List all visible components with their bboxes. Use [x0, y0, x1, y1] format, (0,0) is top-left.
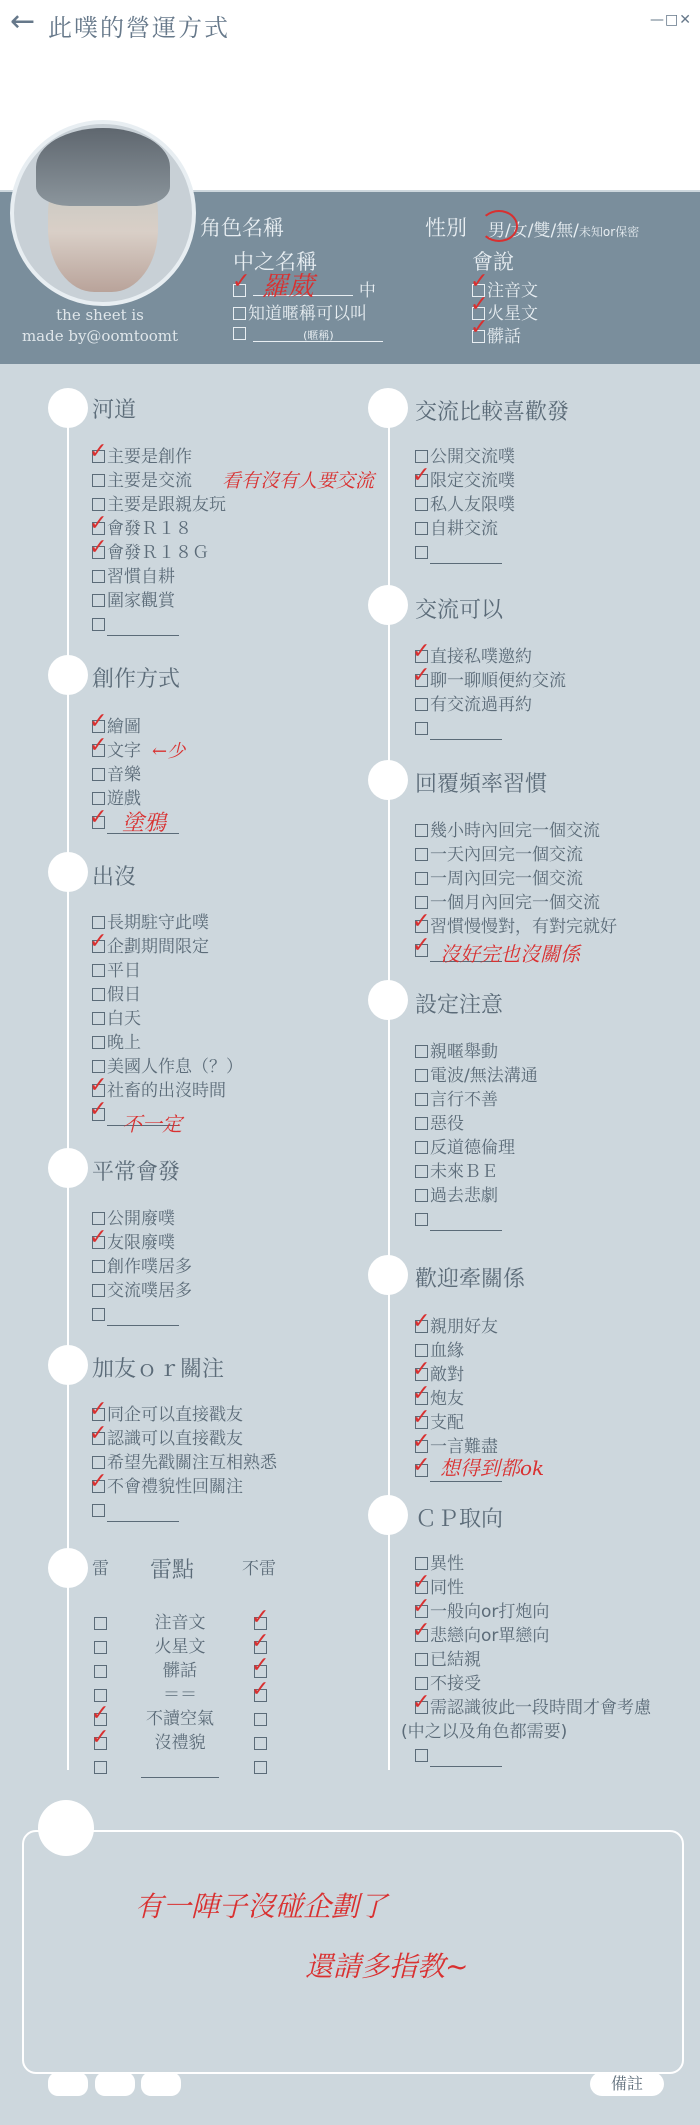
note-reply: 沒好完也沒關係	[440, 942, 580, 966]
gender-unknown: 未知or保密	[578, 225, 640, 239]
checklist-item	[415, 518, 498, 540]
checkbox[interactable]	[415, 498, 428, 511]
checkbox[interactable]	[415, 1344, 428, 1357]
checklist-item	[415, 1185, 498, 1207]
avatar	[10, 120, 196, 306]
red-checkmark-icon: ✓	[412, 1357, 431, 1382]
checklist-item	[415, 868, 583, 890]
checklist-item	[92, 764, 141, 786]
item-label: (中之以及角色都需要)	[401, 1722, 568, 1742]
item-label: 電波/無法溝通	[430, 1066, 538, 1086]
red-checkmark-icon: ✓	[89, 439, 108, 464]
checklist-item	[415, 1113, 464, 1135]
checklist-item	[92, 1304, 179, 1326]
thunder-right-label: 不雷	[242, 1559, 276, 1579]
memo-line-2: 還請多指教~	[305, 1950, 469, 1983]
red-checkmark-icon: ✓	[89, 929, 108, 954]
checkbox[interactable]	[254, 1761, 267, 1774]
checklist-item	[415, 446, 515, 468]
pill-button[interactable]	[141, 2072, 181, 2096]
item-label: 異性	[430, 1554, 464, 1574]
item-label: 惡役	[430, 1114, 464, 1134]
note-less: ←少	[152, 741, 186, 762]
section-dot	[368, 388, 408, 428]
item-label: 認識可以直接戳友	[107, 1429, 243, 1449]
item-label: 白天	[107, 1009, 141, 1029]
item-label: 過去悲劇	[430, 1186, 498, 1206]
section-dot	[48, 1548, 88, 1588]
item-label: 音樂	[107, 765, 141, 785]
cn-nick-blank-row	[233, 324, 383, 344]
thunder-item: 火星文	[154, 1637, 206, 1657]
item-label: 血緣	[430, 1341, 464, 1361]
item-label: 文字	[107, 741, 141, 761]
red-checkmark-icon: ✓	[412, 909, 431, 934]
checkbox[interactable]	[415, 1141, 428, 1154]
section-dot	[368, 585, 408, 625]
checkbox[interactable]	[92, 570, 105, 583]
thunder-item: 沒禮貌	[154, 1733, 206, 1753]
section-dot	[48, 1345, 88, 1385]
item-label: 習慣自耕	[107, 567, 175, 587]
item-label: 主要是交流	[107, 471, 192, 491]
checkbox[interactable]	[92, 498, 105, 511]
cn-nick-row	[233, 299, 367, 324]
item-label	[107, 620, 179, 636]
item-label: 幾小時內回完一個交流	[430, 821, 600, 841]
checkbox[interactable]	[415, 450, 428, 463]
checklist-item	[415, 1209, 502, 1231]
red-checkmark-icon: ✓	[89, 1097, 108, 1122]
item-label: 反道德倫理	[430, 1138, 515, 1158]
checklist-item	[92, 1256, 192, 1278]
checklist-item	[415, 1041, 498, 1063]
checkbox[interactable]	[415, 896, 428, 909]
checkbox[interactable]	[254, 1713, 267, 1726]
item-label: 親暱舉動	[430, 1042, 498, 1062]
checkbox[interactable]	[94, 1617, 107, 1630]
checklist-item	[415, 494, 515, 516]
red-checkmark-icon: ✓	[251, 1653, 270, 1678]
item-label	[107, 1310, 179, 1326]
section-title: ＣＰ取向	[415, 1507, 504, 1532]
red-checkmark-icon: ✓	[470, 315, 489, 340]
section-dot	[368, 760, 408, 800]
checkbox[interactable]	[92, 1012, 105, 1025]
gender-circle-mark	[480, 210, 518, 242]
blank-line	[141, 1762, 219, 1778]
item-label: 一個月內回完一個交流	[430, 893, 600, 913]
item-label: 未來ＢＥ	[430, 1162, 498, 1182]
checkbox[interactable]	[92, 474, 105, 487]
item-label: 不接受	[430, 1674, 481, 1694]
checklist-item	[92, 1428, 243, 1450]
checklist-item	[92, 960, 141, 982]
item-label: 一天內回完一個交流	[430, 845, 583, 865]
item-label: 一言難盡	[430, 1437, 498, 1457]
checkbox[interactable]	[415, 1557, 428, 1570]
speak-item-label: 髒話	[487, 327, 521, 347]
item-label: 圍家觀賞	[107, 591, 175, 611]
item-label	[430, 724, 502, 740]
red-checkmark-icon: ✓	[89, 709, 108, 734]
red-checkmark-icon: ✓	[89, 511, 108, 536]
item-label: 自耕交流	[430, 519, 498, 539]
thunder-item: 髒話	[163, 1661, 197, 1681]
red-checkmark-icon: ✓	[251, 1629, 270, 1654]
credit-line-1: the sheet is	[56, 306, 144, 324]
pill-button[interactable]	[48, 2072, 88, 2096]
section-title: 創作方式	[92, 667, 181, 692]
red-checkmark-icon: ✓	[91, 1701, 110, 1726]
item-label: 一般向or打炮向	[430, 1602, 550, 1622]
section-dot	[368, 1255, 408, 1295]
item-label: 有交流過再約	[430, 695, 532, 715]
red-checkmark-icon: ✓	[89, 805, 108, 830]
gender-label: 性別	[425, 216, 467, 240]
red-checkmark-icon: ✓	[89, 733, 108, 758]
checkbox[interactable]	[415, 722, 428, 735]
checklist-item	[415, 1089, 498, 1111]
thunder-item: ＝＝	[163, 1685, 197, 1705]
item-label: 企劃期間限定	[107, 937, 209, 957]
checklist-item	[92, 1008, 141, 1030]
item-label: 假日	[107, 985, 141, 1005]
section-title: 平常會發	[92, 1160, 181, 1185]
item-label: 習慣慢慢對，有對完就好	[430, 917, 617, 937]
item-label	[430, 548, 502, 564]
checkbox[interactable]	[92, 1036, 105, 1049]
section-dot	[48, 1148, 88, 1188]
item-label: 希望先戳關注互相熟悉	[107, 1453, 277, 1473]
checklist-item	[415, 1065, 538, 1087]
red-checkmark-icon: ✓	[412, 933, 431, 958]
checklist-item	[92, 912, 209, 934]
checklist-item	[415, 694, 532, 716]
memo-line-1: 有一陣子沒碰企劃了	[135, 1890, 388, 1923]
checkbox[interactable]	[415, 1189, 428, 1202]
checkbox[interactable]	[94, 1665, 107, 1678]
checklist-item	[92, 1280, 192, 1302]
back-arrow-icon[interactable]: ←	[10, 4, 36, 39]
checklist-item	[92, 1500, 179, 1522]
red-checkmark-icon: ✓	[412, 1405, 431, 1430]
red-checkmark-icon: ✓	[412, 1594, 431, 1619]
item-label: 社畜的出沒時間	[107, 1081, 226, 1101]
page-title: 此噗的營運方式	[48, 14, 230, 42]
checkbox[interactable]	[92, 1260, 105, 1273]
checkbox[interactable]	[415, 1653, 428, 1666]
item-label	[107, 1506, 179, 1522]
section-title: 出沒	[92, 865, 137, 890]
section-title: 歡迎牽關係	[415, 1267, 526, 1292]
item-label: 悲戀向or單戀向	[430, 1626, 550, 1646]
checklist-item	[415, 1745, 502, 1767]
checkbox[interactable]	[92, 594, 105, 607]
checklist-item	[415, 646, 532, 668]
checklist-item	[92, 566, 175, 588]
red-checkmark-icon: ✓	[412, 639, 431, 664]
checkbox[interactable]	[92, 618, 105, 631]
item-label: 支配	[430, 1413, 464, 1433]
portrait-hair	[36, 128, 170, 206]
speak-item-label: 火星文	[487, 304, 538, 324]
red-checkmark-icon: ✓	[89, 1421, 108, 1446]
item-label: 公開交流噗	[430, 447, 515, 467]
checkbox[interactable]	[254, 1737, 267, 1750]
checklist-item	[92, 1032, 141, 1054]
red-checkmark-icon: ✓	[89, 1073, 108, 1098]
checkbox[interactable]	[92, 1060, 105, 1073]
checkbox[interactable]	[92, 988, 105, 1001]
red-checkmark-icon: ✓	[412, 1381, 431, 1406]
red-checkmark-icon: ✓	[91, 1725, 110, 1750]
checkbox[interactable]	[92, 1212, 105, 1225]
thunder-item: 注音文	[154, 1613, 206, 1633]
red-checkmark-icon: ✓	[232, 269, 251, 294]
note-doodle: 塗鴉	[122, 811, 167, 836]
item-label: 遊戲	[107, 789, 141, 809]
checkbox[interactable]	[415, 1213, 428, 1226]
speak-label: 會說	[472, 250, 514, 274]
item-label: 繪圖	[107, 717, 141, 737]
item-label: 創作噗居多	[107, 1257, 192, 1277]
item-label: 已結親	[430, 1650, 481, 1670]
section-dot	[48, 852, 88, 892]
checklist-item	[401, 1721, 567, 1743]
item-label: 主要是跟親友玩	[107, 495, 226, 515]
checklist-item	[415, 892, 600, 914]
cn-nick-hint: (暱稱)	[253, 327, 383, 342]
checklist-item	[415, 670, 566, 692]
red-checkmark-icon: ✓	[412, 1309, 431, 1334]
item-label: 直接私噗邀約	[430, 647, 532, 667]
checkbox[interactable]	[415, 546, 428, 559]
checkbox[interactable]	[92, 1504, 105, 1517]
checklist-item	[415, 916, 617, 938]
red-checkmark-icon: ✓	[89, 535, 108, 560]
section-title: 設定注意	[415, 993, 504, 1018]
item-label: 會發Ｒ１８	[107, 519, 192, 539]
checkbox[interactable]	[415, 698, 428, 711]
checkbox[interactable]	[415, 1093, 428, 1106]
note-relations: 想得到都ok	[440, 1456, 545, 1480]
checklist-item	[415, 542, 502, 564]
speak-item-label: 注音文	[487, 281, 538, 301]
section-dot	[368, 1495, 408, 1535]
red-checkmark-icon: ✓	[412, 1570, 431, 1595]
item-label: 平日	[107, 961, 141, 981]
item-label: 交流噗居多	[107, 1281, 192, 1301]
cn-nick-checkbox[interactable]	[233, 307, 246, 320]
memo-button[interactable]: 備註	[590, 2072, 664, 2096]
red-checkmark-icon: ✓	[412, 463, 431, 488]
cn-name-handwritten: 羅葳	[262, 272, 315, 302]
item-label: 晚上	[107, 1033, 141, 1053]
item-label: 長期駐守此噗	[107, 913, 209, 933]
red-checkmark-icon: ✓	[412, 1429, 431, 1454]
item-label: 敵對	[430, 1365, 464, 1385]
note-uncertain: 不一定	[122, 1112, 182, 1136]
checkbox[interactable]	[415, 824, 428, 837]
checklist-item	[92, 470, 192, 492]
checklist-item	[92, 1452, 277, 1474]
section-title: 回覆頻率習慣	[415, 772, 548, 797]
section-title: 河道	[92, 398, 137, 423]
red-checkmark-icon: ✓	[89, 1469, 108, 1494]
red-checkmark-icon: ✓	[412, 1618, 431, 1643]
cn-nick-blank-checkbox[interactable]	[233, 327, 246, 340]
section-title: 加友ｏｒ關注	[92, 1357, 225, 1382]
item-label	[430, 1751, 502, 1767]
name-label: 角色名稱	[200, 216, 284, 240]
checkbox[interactable]	[92, 1284, 105, 1297]
item-label: 主要是創作	[107, 447, 192, 467]
checklist-item	[415, 718, 502, 740]
checkbox[interactable]	[415, 1749, 428, 1762]
checklist-item	[415, 1137, 515, 1159]
section-title: 交流可以	[415, 598, 504, 623]
checklist-item	[415, 1161, 498, 1183]
cn-suffix: 中	[358, 281, 376, 301]
red-checkmark-icon: ✓	[251, 1677, 270, 1702]
gender-options-text: 男/女/雙/無/	[488, 221, 579, 241]
credit-line-2: made by@oomtoomt	[21, 327, 179, 345]
checklist-item	[92, 984, 141, 1006]
checklist-item	[92, 1056, 243, 1078]
note-exchange: 看有沒有人要交流	[222, 470, 375, 492]
checklist-item	[415, 820, 600, 842]
cn-name-label: 中之名稱	[233, 250, 317, 274]
item-label: 同企可以直接戳友	[107, 1405, 243, 1425]
item-label: 不會禮貌性回關注	[107, 1477, 243, 1497]
checkbox[interactable]	[415, 1165, 428, 1178]
section-title: 交流比較喜歡發	[415, 400, 570, 425]
checkbox[interactable]	[415, 522, 428, 535]
checklist-item	[92, 494, 226, 516]
checklist-item	[92, 542, 209, 564]
thunder-left-label: 雷	[92, 1559, 109, 1579]
section-dot	[48, 655, 88, 695]
item-label: 親朋好友	[430, 1317, 498, 1337]
item-label: 公開廢噗	[107, 1209, 175, 1229]
item-label: 同性	[430, 1578, 464, 1598]
item-label	[430, 1215, 502, 1231]
checkbox[interactable]	[415, 1069, 428, 1082]
checkbox[interactable]	[415, 1045, 428, 1058]
memo-dot	[38, 1800, 94, 1856]
checklist-item	[92, 614, 179, 636]
thunder-item: 不讀空氣	[146, 1709, 214, 1729]
checkbox[interactable]	[94, 1761, 107, 1774]
checklist-item	[415, 1649, 481, 1671]
pill-button[interactable]	[95, 2072, 135, 2096]
checkbox[interactable]	[415, 848, 428, 861]
checklist-item	[415, 1625, 549, 1647]
window-controls[interactable]: —□✕	[650, 12, 692, 28]
checklist-item	[415, 1601, 549, 1623]
section-dot	[48, 388, 88, 428]
red-checkmark-icon: ✓	[470, 292, 489, 317]
item-label: 言行不善	[430, 1090, 498, 1110]
item-label: 友限廢噗	[107, 1233, 175, 1253]
checkbox[interactable]	[92, 1308, 105, 1321]
sheet-credit	[10, 305, 190, 347]
item-label: 需認識彼此一段時間才會考慮	[430, 1698, 651, 1718]
checkbox[interactable]	[92, 792, 105, 805]
checklist-item	[415, 844, 583, 866]
section-dot	[368, 980, 408, 1020]
checklist-item	[415, 1697, 651, 1719]
red-checkmark-icon: ✓	[412, 1690, 431, 1715]
checkbox[interactable]	[92, 768, 105, 781]
red-checkmark-icon: ✓	[251, 1605, 270, 1630]
checklist-item	[92, 1476, 243, 1498]
item-label: 限定交流噗	[430, 471, 515, 491]
checkbox[interactable]	[94, 1641, 107, 1654]
item-label: 一周內回完一個交流	[430, 869, 583, 889]
checklist-item	[92, 1080, 226, 1102]
checkbox[interactable]	[415, 1117, 428, 1130]
red-checkmark-icon: ✓	[89, 1225, 108, 1250]
item-label: 會發Ｒ１８Ｇ	[107, 543, 209, 563]
item-label: 聊一聊順便約交流	[430, 671, 566, 691]
item-label: 私人友限噗	[430, 495, 515, 515]
item-label: 美國人作息（？）	[107, 1057, 243, 1077]
checkbox[interactable]	[92, 1456, 105, 1469]
thunder-title: 雷點	[150, 1558, 195, 1583]
red-checkmark-icon: ✓	[412, 1453, 431, 1478]
checklist-item	[92, 936, 209, 958]
cn-nick-label: 知道暱稱可以叫	[248, 304, 367, 324]
red-checkmark-icon: ✓	[470, 269, 489, 294]
checklist-item	[92, 1404, 243, 1426]
item-label: 炮友	[430, 1389, 464, 1409]
checkbox[interactable]	[415, 872, 428, 885]
thunder-item	[140, 1756, 220, 1778]
checklist-item	[92, 590, 175, 612]
checkbox[interactable]	[92, 916, 105, 929]
checkbox[interactable]	[92, 964, 105, 977]
checkbox[interactable]	[415, 1677, 428, 1690]
red-checkmark-icon: ✓	[412, 663, 431, 688]
red-checkmark-icon: ✓	[89, 1397, 108, 1422]
